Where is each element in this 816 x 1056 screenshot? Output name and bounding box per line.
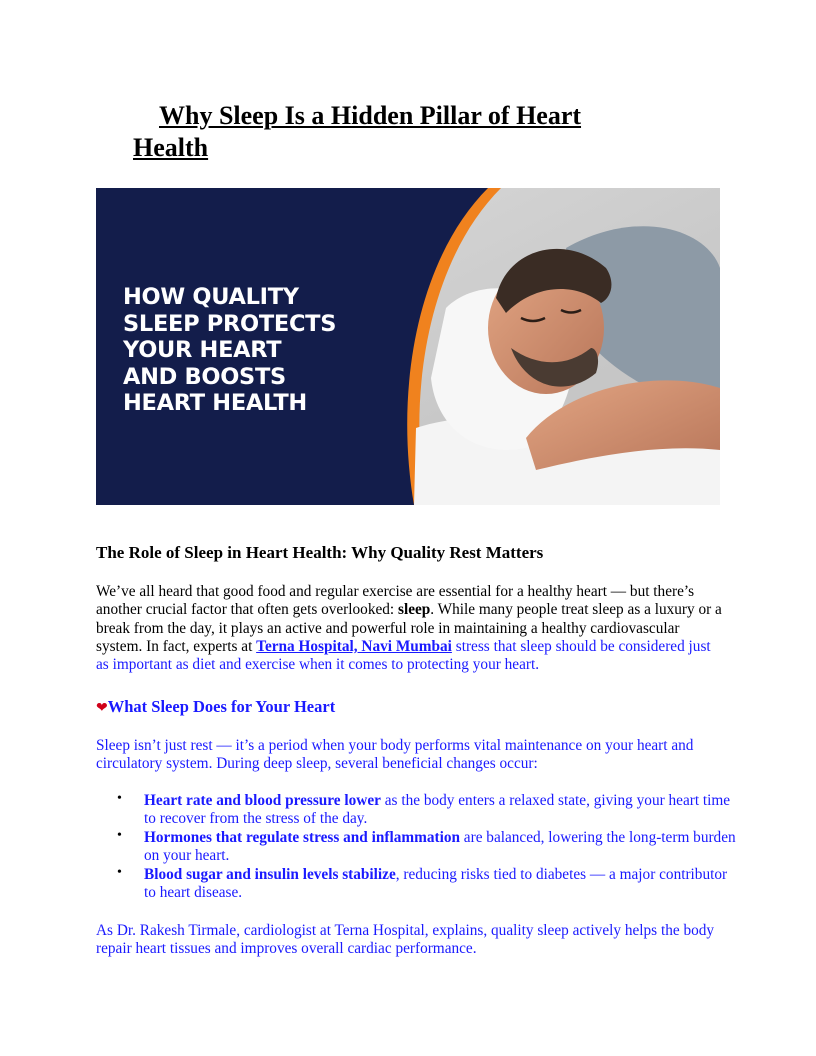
list-item-bold: Hormones that regulate stress and inflammation bbox=[144, 829, 460, 847]
hero-headline bbox=[123, 284, 383, 417]
hero-line: AND BOOSTS bbox=[123, 363, 286, 390]
hero-line: YOUR HEART bbox=[123, 337, 282, 363]
intro-text-c: stress that sleep should be considered just as important as diet and exercise when it comes to protecting your heart. bbox=[96, 637, 711, 674]
subsection-heading-text: What Sleep Does for Your Heart bbox=[107, 697, 336, 716]
bullet-icon: • bbox=[117, 828, 122, 844]
list-item bbox=[96, 829, 736, 866]
list-item-text: are balanced, lowering the long-term burden on your heart. bbox=[144, 829, 736, 865]
section-heading: The Role of Sleep in Heart Health: Why Quality Rest Matters bbox=[96, 543, 544, 562]
intro-text-a: We’ve all heard that good food and regular exercise are essential for a healthy heart — but there’s another crucial factor that often gets overlooked: bbox=[96, 583, 695, 619]
bullet-icon: • bbox=[117, 865, 122, 881]
intro-text-b: . While many people treat sleep as a luxury or a break from the day, it plays an active and powerful role in maintaining a healthy cardiovascular system. In fact, experts at bbox=[96, 601, 722, 655]
hero-line: HEART HEALTH bbox=[123, 390, 307, 416]
benefits-list bbox=[96, 792, 736, 903]
hero-line: SLEEP PROTECTS bbox=[123, 310, 337, 337]
bullet-icon: • bbox=[117, 791, 122, 806]
heart-icon: ❤ bbox=[96, 700, 108, 716]
list-item bbox=[96, 866, 736, 903]
intro-bold: sleep bbox=[398, 601, 431, 619]
intro-paragraph bbox=[96, 583, 726, 674]
hero-line: HOW QUALITY bbox=[123, 284, 299, 310]
hero-banner bbox=[96, 188, 720, 505]
page-title bbox=[133, 100, 653, 164]
title-text: Why Sleep Is a Hidden Pillar of Heart Health bbox=[133, 101, 582, 162]
sleep-paragraph: Sleep isn’t just rest — it’s a period when your body performs vital maintenance on your heart and circulatory system. During deep sleep, several beneficial changes occur: bbox=[96, 737, 694, 773]
list-item-text: , reducing risks tied to diabetes — a major contributor to heart disease. bbox=[144, 866, 728, 902]
closing-paragraph: As Dr. Rakesh Tirmale, cardiologist at Terna Hospital, explains, quality sleep actively helps the body repair heart tissues and improves overall cardiac performance. bbox=[96, 922, 715, 958]
list-item bbox=[96, 792, 736, 829]
title-link[interactable] bbox=[133, 101, 581, 162]
list-item-bold: Blood sugar and insulin levels stabilize bbox=[144, 866, 396, 884]
terna-hospital-link[interactable]: Terna Hospital, Navi Mumbai bbox=[256, 637, 452, 655]
subsection-heading bbox=[96, 697, 335, 717]
list-item-text: as the body enters a relaxed state, giving your heart time to recover from the stress of the day. bbox=[144, 792, 731, 828]
list-item-bold: Heart rate and blood pressure lower bbox=[144, 792, 381, 809]
